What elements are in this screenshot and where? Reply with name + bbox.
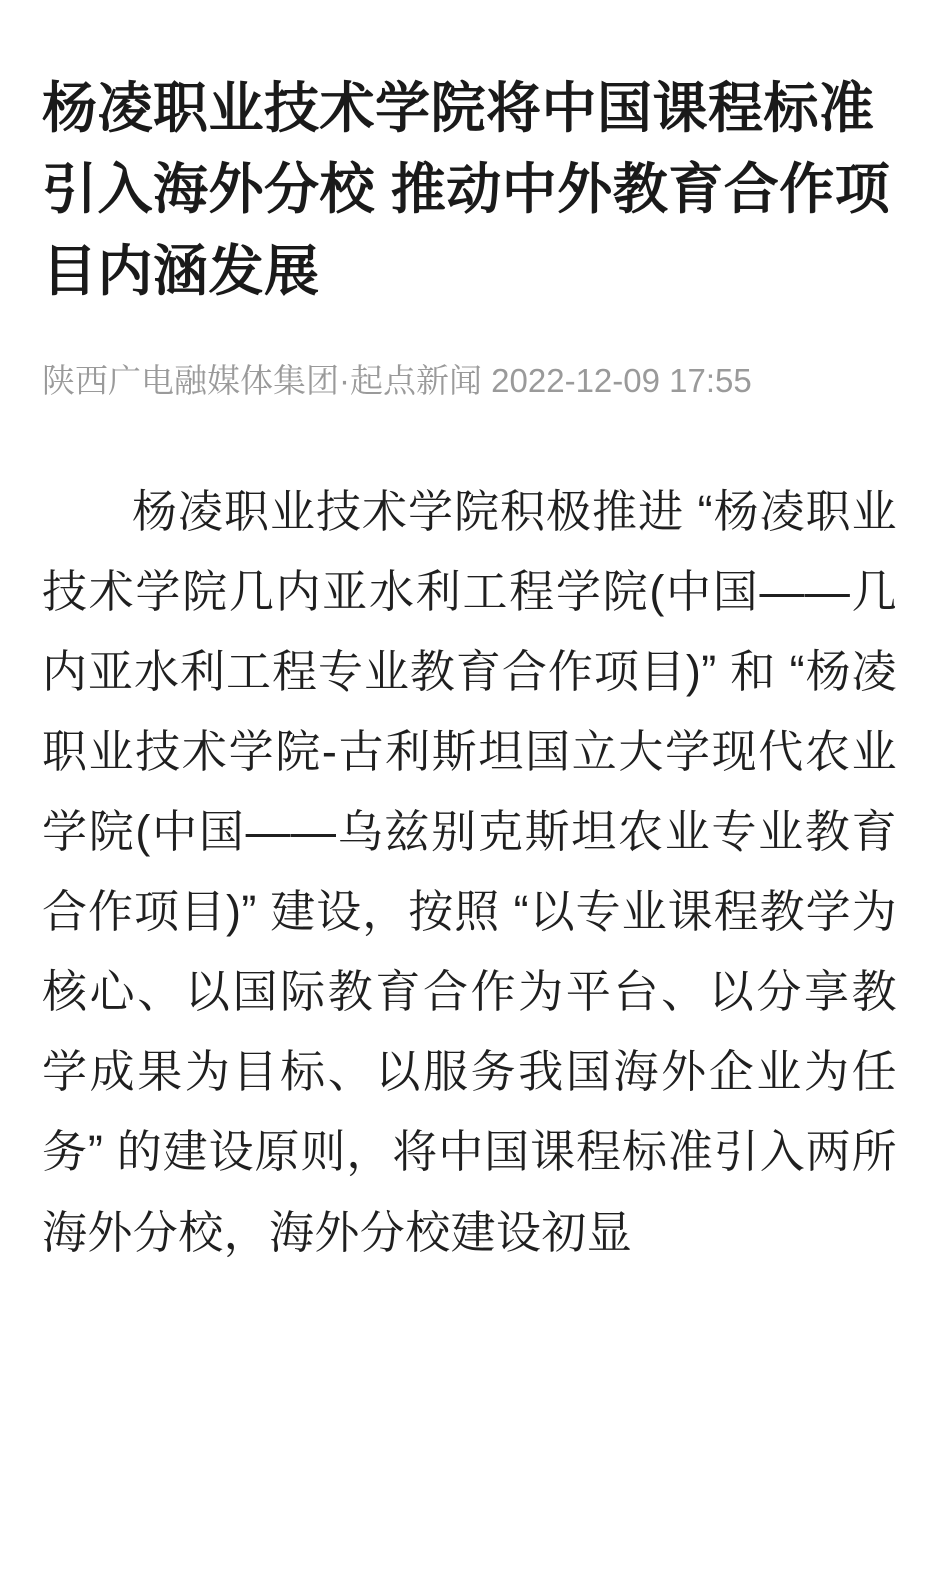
article-body (42, 472, 897, 1273)
page-title: 杨凌职业技术学院将中国课程标准引入海外分校 推动中外教育合作项目内涵发展 (42, 77, 891, 302)
article-paragraph: 杨凌职业技术学院积极推进 “杨凌职业技术学院几内亚水利工程学院(中国——几内亚水利工程专业教育合作项目)” 和 “杨凌职业技术学院-古利斯坦国立大学现代农业学院(中国——乌兹别克斯坦农业专业教育合作项目)” 建设，按照 “以专业课程教学为核心、以国际教育合作为平台、以分享教学成果为目标、以服务我国海外企业为任务” 的建设原则，将中国课程标准引入两所海外分校，海外分校建设初显 (42, 485, 897, 1258)
meta-separator (482, 362, 491, 399)
article-timestamp: 2022-12-09 17:55 (491, 362, 752, 400)
article-source: 陕西广电融媒体集团·起点新闻 (42, 362, 482, 400)
article-meta (42, 356, 897, 406)
